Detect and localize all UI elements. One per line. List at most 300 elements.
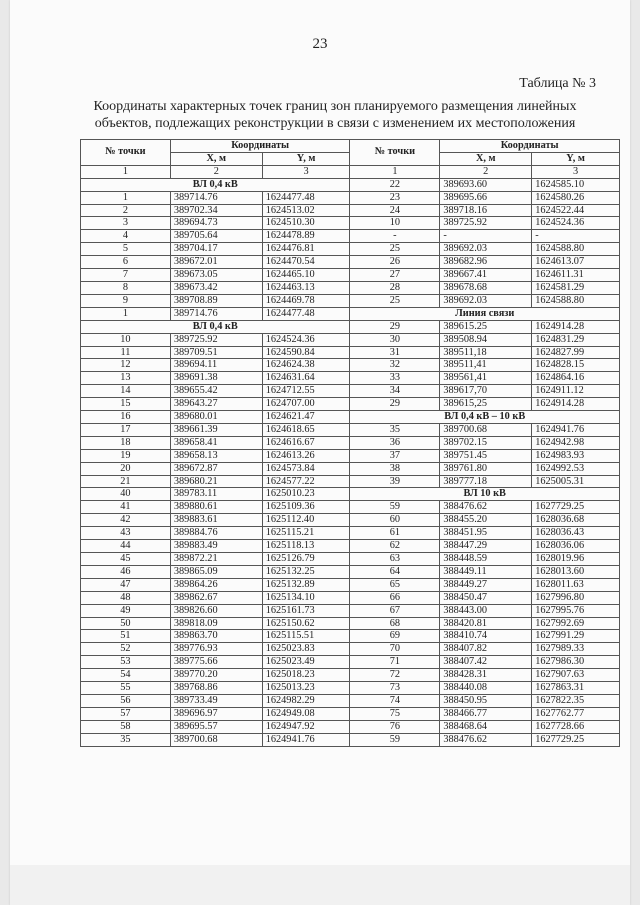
header-point-left: № точки bbox=[81, 140, 171, 166]
header-col-number: 1 bbox=[350, 165, 440, 178]
y-coordinate-cell: 1625150.62 bbox=[262, 617, 350, 630]
x-coordinate-cell: 388476.62 bbox=[440, 501, 532, 514]
x-coordinate-cell: 389826.60 bbox=[170, 604, 262, 617]
point-number-cell: 15 bbox=[81, 398, 171, 411]
table-row bbox=[81, 411, 620, 424]
point-number-cell: 48 bbox=[81, 591, 171, 604]
header-col-number: 2 bbox=[440, 165, 532, 178]
table-row bbox=[81, 604, 620, 617]
x-coordinate-cell: 389768.86 bbox=[170, 682, 262, 695]
x-coordinate-cell: 389511,41 bbox=[440, 359, 532, 372]
x-coordinate-cell: 389694.73 bbox=[170, 217, 262, 230]
x-coordinate-cell: 388468.64 bbox=[440, 720, 532, 733]
table-row bbox=[81, 565, 620, 578]
table-number: Таблица № 3 bbox=[519, 76, 596, 91]
x-coordinate-cell: 389655.42 bbox=[170, 385, 262, 398]
x-coordinate-cell: 389751.45 bbox=[440, 449, 532, 462]
header-y-left: Y, м bbox=[262, 152, 350, 165]
point-number-cell: 19 bbox=[81, 449, 171, 462]
y-coordinate-cell: 1625005.31 bbox=[532, 475, 620, 488]
point-number-cell: 14 bbox=[81, 385, 171, 398]
y-coordinate-cell: 1627991.29 bbox=[532, 630, 620, 643]
point-number-cell: 53 bbox=[81, 656, 171, 669]
y-coordinate-cell: 1627729.25 bbox=[532, 733, 620, 746]
table-row bbox=[81, 656, 620, 669]
y-coordinate-cell: 1625161.73 bbox=[262, 604, 350, 617]
x-coordinate-cell: 389862.67 bbox=[170, 591, 262, 604]
x-coordinate-cell: 388428.31 bbox=[440, 669, 532, 682]
point-number-cell: 25 bbox=[350, 243, 440, 256]
table-row bbox=[81, 307, 620, 320]
header-coordinates-left: Координаты bbox=[170, 140, 350, 153]
x-coordinate-cell: 389643.27 bbox=[170, 398, 262, 411]
point-number-cell: 55 bbox=[81, 682, 171, 695]
x-coordinate-cell: 389693.60 bbox=[440, 178, 532, 191]
y-coordinate-cell: 1625115.51 bbox=[262, 630, 350, 643]
point-number-cell: 50 bbox=[81, 617, 171, 630]
point-number-cell: 68 bbox=[350, 617, 440, 630]
x-coordinate-cell: 389694.11 bbox=[170, 359, 262, 372]
y-coordinate-cell: 1624983.93 bbox=[532, 449, 620, 462]
x-coordinate-cell: 389680.01 bbox=[170, 411, 262, 424]
x-coordinate-cell: 388455.20 bbox=[440, 514, 532, 527]
point-number-cell: 67 bbox=[350, 604, 440, 617]
header-point-right: № точки bbox=[350, 140, 440, 166]
y-coordinate-cell: 1625013.23 bbox=[262, 682, 350, 695]
page-bottom-margin bbox=[10, 865, 630, 905]
x-coordinate-cell: 388407.42 bbox=[440, 656, 532, 669]
table-row bbox=[81, 359, 620, 372]
table-row bbox=[81, 436, 620, 449]
x-coordinate-cell: 389680.21 bbox=[170, 475, 262, 488]
x-coordinate-cell: 389682.96 bbox=[440, 256, 532, 269]
x-coordinate-cell: - bbox=[440, 230, 532, 243]
point-number-cell: 34 bbox=[350, 385, 440, 398]
table-row bbox=[81, 630, 620, 643]
point-number-cell: 30 bbox=[350, 333, 440, 346]
point-number-cell: 4 bbox=[81, 230, 171, 243]
point-number-cell: 45 bbox=[81, 553, 171, 566]
point-number-cell: 2 bbox=[81, 204, 171, 217]
header-col-number: 3 bbox=[262, 165, 350, 178]
point-number-cell: 8 bbox=[81, 281, 171, 294]
y-coordinate-cell: 1624914.28 bbox=[532, 398, 620, 411]
section-heading: ВЛ 10 кВ bbox=[350, 488, 620, 501]
x-coordinate-cell: 389658.13 bbox=[170, 449, 262, 462]
x-coordinate-cell: 389883.61 bbox=[170, 514, 262, 527]
table-row bbox=[81, 230, 620, 243]
y-coordinate-cell: 1624941.76 bbox=[262, 733, 350, 746]
y-coordinate-cell: 1625023.83 bbox=[262, 643, 350, 656]
y-coordinate-cell: 1624707.00 bbox=[262, 398, 350, 411]
y-coordinate-cell: 1625018.23 bbox=[262, 669, 350, 682]
y-coordinate-cell: 1627996.80 bbox=[532, 591, 620, 604]
table-row bbox=[81, 540, 620, 553]
y-coordinate-cell: 1624463.13 bbox=[262, 281, 350, 294]
x-coordinate-cell: 389714.76 bbox=[170, 307, 262, 320]
x-coordinate-cell: 389692.03 bbox=[440, 294, 532, 307]
y-coordinate-cell: 1628036.06 bbox=[532, 540, 620, 553]
point-number-cell: 23 bbox=[350, 191, 440, 204]
table-row bbox=[81, 591, 620, 604]
point-number-cell: 36 bbox=[350, 436, 440, 449]
y-coordinate-cell: 1624590.84 bbox=[262, 346, 350, 359]
x-coordinate-cell: 389667.41 bbox=[440, 269, 532, 282]
x-coordinate-cell: 389863.70 bbox=[170, 630, 262, 643]
point-number-cell: 61 bbox=[350, 527, 440, 540]
y-coordinate-cell: 1624616.67 bbox=[262, 436, 350, 449]
y-coordinate-cell: 1627822.35 bbox=[532, 694, 620, 707]
y-coordinate-cell: 1624585.10 bbox=[532, 178, 620, 191]
x-coordinate-cell: 389695.66 bbox=[440, 191, 532, 204]
point-number-cell: 65 bbox=[350, 578, 440, 591]
x-coordinate-cell: 389691.38 bbox=[170, 372, 262, 385]
point-number-cell: 29 bbox=[350, 320, 440, 333]
point-number-cell: 3 bbox=[81, 217, 171, 230]
header-col-number: 3 bbox=[532, 165, 620, 178]
point-number-cell: 21 bbox=[81, 475, 171, 488]
x-coordinate-cell: 388440.08 bbox=[440, 682, 532, 695]
point-number-cell: 13 bbox=[81, 372, 171, 385]
point-number-cell: 73 bbox=[350, 682, 440, 695]
y-coordinate-cell: 1627992.69 bbox=[532, 617, 620, 630]
y-coordinate-cell: 1624510.30 bbox=[262, 217, 350, 230]
point-number-cell: 43 bbox=[81, 527, 171, 540]
x-coordinate-cell: 389700.68 bbox=[440, 423, 532, 436]
x-coordinate-cell: 389617,70 bbox=[440, 385, 532, 398]
x-coordinate-cell: 389702.15 bbox=[440, 436, 532, 449]
y-coordinate-cell: 1624631.64 bbox=[262, 372, 350, 385]
y-coordinate-cell: 1624911.12 bbox=[532, 385, 620, 398]
x-coordinate-cell: 388420.81 bbox=[440, 617, 532, 630]
y-coordinate-cell: 1627907.63 bbox=[532, 669, 620, 682]
point-number-cell: - bbox=[350, 230, 440, 243]
table-row bbox=[81, 333, 620, 346]
y-coordinate-cell: 1625118.13 bbox=[262, 540, 350, 553]
point-number-cell: 6 bbox=[81, 256, 171, 269]
point-number-cell: 10 bbox=[350, 217, 440, 230]
y-coordinate-cell: 1627995.76 bbox=[532, 604, 620, 617]
y-coordinate-cell: 1628013.60 bbox=[532, 565, 620, 578]
y-coordinate-cell: 1624947.92 bbox=[262, 720, 350, 733]
y-coordinate-cell: 1625023.49 bbox=[262, 656, 350, 669]
table-row bbox=[81, 527, 620, 540]
x-coordinate-cell: 389672.01 bbox=[170, 256, 262, 269]
point-number-cell: 44 bbox=[81, 540, 171, 553]
y-coordinate-cell: 1628011.63 bbox=[532, 578, 620, 591]
x-coordinate-cell: 389865.09 bbox=[170, 565, 262, 578]
y-coordinate-cell: 1624470.54 bbox=[262, 256, 350, 269]
x-coordinate-cell: 389864.26 bbox=[170, 578, 262, 591]
point-number-cell: 12 bbox=[81, 359, 171, 372]
point-number-cell: 58 bbox=[81, 720, 171, 733]
point-number-cell: 76 bbox=[350, 720, 440, 733]
y-coordinate-cell: 1624712.55 bbox=[262, 385, 350, 398]
x-coordinate-cell: 389775.66 bbox=[170, 656, 262, 669]
point-number-cell: 1 bbox=[81, 307, 171, 320]
table-row bbox=[81, 462, 620, 475]
table-row bbox=[81, 398, 620, 411]
y-coordinate-cell: 1624477.48 bbox=[262, 307, 350, 320]
point-number-cell: 5 bbox=[81, 243, 171, 256]
table-row bbox=[81, 191, 620, 204]
point-number-cell: 75 bbox=[350, 707, 440, 720]
y-coordinate-cell: 1624864.16 bbox=[532, 372, 620, 385]
y-coordinate-cell: 1627986.30 bbox=[532, 656, 620, 669]
x-coordinate-cell: 389508.94 bbox=[440, 333, 532, 346]
point-number-cell: 35 bbox=[81, 733, 171, 746]
table-row bbox=[81, 320, 620, 333]
table-row bbox=[81, 294, 620, 307]
y-coordinate-cell: 1624513.02 bbox=[262, 204, 350, 217]
point-number-cell: 52 bbox=[81, 643, 171, 656]
x-coordinate-cell: 389511,18 bbox=[440, 346, 532, 359]
x-coordinate-cell: 389673.42 bbox=[170, 281, 262, 294]
y-coordinate-cell: 1624613.26 bbox=[262, 449, 350, 462]
header-row-1 bbox=[81, 140, 620, 153]
coordinates-table bbox=[80, 139, 620, 747]
y-coordinate-cell: 1624624.38 bbox=[262, 359, 350, 372]
x-coordinate-cell: 388407.82 bbox=[440, 643, 532, 656]
y-coordinate-cell: 1624465.10 bbox=[262, 269, 350, 282]
y-coordinate-cell: 1624477.48 bbox=[262, 191, 350, 204]
x-coordinate-cell: 388443.00 bbox=[440, 604, 532, 617]
y-coordinate-cell: 1624522.44 bbox=[532, 204, 620, 217]
y-coordinate-cell: 1624573.84 bbox=[262, 462, 350, 475]
point-number-cell: 35 bbox=[350, 423, 440, 436]
header-row-numbers bbox=[81, 165, 620, 178]
x-coordinate-cell: 389661.39 bbox=[170, 423, 262, 436]
table-row bbox=[81, 423, 620, 436]
y-coordinate-cell: 1625010.23 bbox=[262, 488, 350, 501]
header-col-number: 1 bbox=[81, 165, 171, 178]
x-coordinate-cell: 389783.11 bbox=[170, 488, 262, 501]
x-coordinate-cell: 389673.05 bbox=[170, 269, 262, 282]
point-number-cell: 46 bbox=[81, 565, 171, 578]
point-number-cell: 59 bbox=[350, 733, 440, 746]
table-row bbox=[81, 475, 620, 488]
x-coordinate-cell: 389658.41 bbox=[170, 436, 262, 449]
y-coordinate-cell: 1624478.89 bbox=[262, 230, 350, 243]
point-number-cell: 29 bbox=[350, 398, 440, 411]
header-col-number: 2 bbox=[170, 165, 262, 178]
x-coordinate-cell: 389880.61 bbox=[170, 501, 262, 514]
point-number-cell: 16 bbox=[81, 411, 171, 424]
table-row bbox=[81, 733, 620, 746]
point-number-cell: 37 bbox=[350, 449, 440, 462]
table-row bbox=[81, 281, 620, 294]
table-row bbox=[81, 643, 620, 656]
x-coordinate-cell: 389714.76 bbox=[170, 191, 262, 204]
point-number-cell: 66 bbox=[350, 591, 440, 604]
table-row bbox=[81, 682, 620, 695]
y-coordinate-cell: 1624949.08 bbox=[262, 707, 350, 720]
point-number-cell: 26 bbox=[350, 256, 440, 269]
point-number-cell: 18 bbox=[81, 436, 171, 449]
y-coordinate-cell: 1624942.98 bbox=[532, 436, 620, 449]
table-row bbox=[81, 346, 620, 359]
x-coordinate-cell: 389733.49 bbox=[170, 694, 262, 707]
table-row bbox=[81, 720, 620, 733]
y-coordinate-cell: 1624581.29 bbox=[532, 281, 620, 294]
header-coordinates-right: Координаты bbox=[440, 140, 620, 153]
table-row bbox=[81, 385, 620, 398]
x-coordinate-cell: 389725.92 bbox=[170, 333, 262, 346]
y-coordinate-cell: 1627728.66 bbox=[532, 720, 620, 733]
table-row bbox=[81, 204, 620, 217]
y-coordinate-cell: 1624476.81 bbox=[262, 243, 350, 256]
point-number-cell: 40 bbox=[81, 488, 171, 501]
point-number-cell: 70 bbox=[350, 643, 440, 656]
x-coordinate-cell: 389725.92 bbox=[440, 217, 532, 230]
x-coordinate-cell: 389761.80 bbox=[440, 462, 532, 475]
y-coordinate-cell: 1624469.78 bbox=[262, 294, 350, 307]
x-coordinate-cell: 389700.68 bbox=[170, 733, 262, 746]
y-coordinate-cell: 1624827.99 bbox=[532, 346, 620, 359]
table-row bbox=[81, 269, 620, 282]
x-coordinate-cell: 389708.89 bbox=[170, 294, 262, 307]
y-coordinate-cell: 1627989.33 bbox=[532, 643, 620, 656]
y-coordinate-cell: 1624621.47 bbox=[262, 411, 350, 424]
y-coordinate-cell: 1628036.68 bbox=[532, 514, 620, 527]
point-number-cell: 31 bbox=[350, 346, 440, 359]
x-coordinate-cell: 389702.34 bbox=[170, 204, 262, 217]
y-coordinate-cell: 1625109.36 bbox=[262, 501, 350, 514]
y-coordinate-cell: 1624611.31 bbox=[532, 269, 620, 282]
point-number-cell: 27 bbox=[350, 269, 440, 282]
table-row bbox=[81, 217, 620, 230]
table-row bbox=[81, 694, 620, 707]
x-coordinate-cell: 389696.97 bbox=[170, 707, 262, 720]
y-coordinate-cell: 1624828.15 bbox=[532, 359, 620, 372]
x-coordinate-cell: 389709.51 bbox=[170, 346, 262, 359]
document-page bbox=[10, 0, 630, 905]
point-number-cell: 10 bbox=[81, 333, 171, 346]
x-coordinate-cell: 389615.25 bbox=[440, 320, 532, 333]
x-coordinate-cell: 389672.87 bbox=[170, 462, 262, 475]
page-number: 23 bbox=[312, 36, 328, 52]
header-x-left: X, м bbox=[170, 152, 262, 165]
table-row bbox=[81, 256, 620, 269]
point-number-cell: 38 bbox=[350, 462, 440, 475]
table-row bbox=[81, 514, 620, 527]
y-coordinate-cell: - bbox=[532, 230, 620, 243]
point-number-cell: 74 bbox=[350, 694, 440, 707]
x-coordinate-cell: 388450.95 bbox=[440, 694, 532, 707]
x-coordinate-cell: 389776.93 bbox=[170, 643, 262, 656]
point-number-cell: 49 bbox=[81, 604, 171, 617]
table-row bbox=[81, 372, 620, 385]
point-number-cell: 1 bbox=[81, 191, 171, 204]
x-coordinate-cell: 388449.27 bbox=[440, 578, 532, 591]
point-number-cell: 72 bbox=[350, 669, 440, 682]
x-coordinate-cell: 389561,41 bbox=[440, 372, 532, 385]
y-coordinate-cell: 1625132.89 bbox=[262, 578, 350, 591]
point-number-cell: 32 bbox=[350, 359, 440, 372]
table-row bbox=[81, 669, 620, 682]
x-coordinate-cell: 388450.47 bbox=[440, 591, 532, 604]
x-coordinate-cell: 389770.20 bbox=[170, 669, 262, 682]
table-title: Координаты характерных точек границ зон планируемого размещения линейных объектов, подлежащих реконструкции в связи с изменением их местоположения bbox=[93, 99, 577, 131]
point-number-cell: 57 bbox=[81, 707, 171, 720]
y-coordinate-cell: 1624588.80 bbox=[532, 294, 620, 307]
point-number-cell: 20 bbox=[81, 462, 171, 475]
x-coordinate-cell: 389704.17 bbox=[170, 243, 262, 256]
header-x-right: X, м bbox=[440, 152, 532, 165]
y-coordinate-cell: 1628019.96 bbox=[532, 553, 620, 566]
point-number-cell: 42 bbox=[81, 514, 171, 527]
y-coordinate-cell: 1627762.77 bbox=[532, 707, 620, 720]
point-number-cell: 60 bbox=[350, 514, 440, 527]
y-coordinate-cell: 1627729.25 bbox=[532, 501, 620, 514]
y-coordinate-cell: 1624941.76 bbox=[532, 423, 620, 436]
x-coordinate-cell: 389777.18 bbox=[440, 475, 532, 488]
x-coordinate-cell: 388448.59 bbox=[440, 553, 532, 566]
x-coordinate-cell: 388466.77 bbox=[440, 707, 532, 720]
x-coordinate-cell: 389705.64 bbox=[170, 230, 262, 243]
y-coordinate-cell: 1624577.22 bbox=[262, 475, 350, 488]
x-coordinate-cell: 389695.57 bbox=[170, 720, 262, 733]
point-number-cell: 22 bbox=[350, 178, 440, 191]
table-row bbox=[81, 243, 620, 256]
table-row bbox=[81, 178, 620, 191]
y-coordinate-cell: 1625132.25 bbox=[262, 565, 350, 578]
section-heading: ВЛ 0,4 кВ bbox=[81, 178, 350, 191]
section-heading: ВЛ 0,4 кВ bbox=[81, 320, 350, 333]
x-coordinate-cell: 389818.09 bbox=[170, 617, 262, 630]
point-number-cell: 63 bbox=[350, 553, 440, 566]
point-number-cell: 59 bbox=[350, 501, 440, 514]
point-number-cell: 54 bbox=[81, 669, 171, 682]
table-row bbox=[81, 553, 620, 566]
y-coordinate-cell: 1627863.31 bbox=[532, 682, 620, 695]
y-coordinate-cell: 1624618.65 bbox=[262, 423, 350, 436]
table-row bbox=[81, 449, 620, 462]
x-coordinate-cell: 388410.74 bbox=[440, 630, 532, 643]
y-coordinate-cell: 1624580.26 bbox=[532, 191, 620, 204]
point-number-cell: 39 bbox=[350, 475, 440, 488]
x-coordinate-cell: 388449.11 bbox=[440, 565, 532, 578]
point-number-cell: 25 bbox=[350, 294, 440, 307]
y-coordinate-cell: 1624992.53 bbox=[532, 462, 620, 475]
y-coordinate-cell: 1625115.21 bbox=[262, 527, 350, 540]
x-coordinate-cell: 389615,25 bbox=[440, 398, 532, 411]
y-coordinate-cell: 1624524.36 bbox=[532, 217, 620, 230]
point-number-cell: 24 bbox=[350, 204, 440, 217]
y-coordinate-cell: 1625134.10 bbox=[262, 591, 350, 604]
point-number-cell: 17 bbox=[81, 423, 171, 436]
x-coordinate-cell: 388447.29 bbox=[440, 540, 532, 553]
point-number-cell: 9 bbox=[81, 294, 171, 307]
table-body bbox=[81, 178, 620, 746]
y-coordinate-cell: 1624613.07 bbox=[532, 256, 620, 269]
y-coordinate-cell: 1624914.28 bbox=[532, 320, 620, 333]
point-number-cell: 51 bbox=[81, 630, 171, 643]
point-number-cell: 56 bbox=[81, 694, 171, 707]
table-row bbox=[81, 617, 620, 630]
y-coordinate-cell: 1624588.80 bbox=[532, 243, 620, 256]
point-number-cell: 62 bbox=[350, 540, 440, 553]
x-coordinate-cell: 389872.21 bbox=[170, 553, 262, 566]
x-coordinate-cell: 389718.16 bbox=[440, 204, 532, 217]
point-number-cell: 11 bbox=[81, 346, 171, 359]
table-row bbox=[81, 578, 620, 591]
table-row bbox=[81, 488, 620, 501]
section-heading: ВЛ 0,4 кВ – 10 кВ bbox=[350, 411, 620, 424]
x-coordinate-cell: 388476.62 bbox=[440, 733, 532, 746]
y-coordinate-cell: 1624982.29 bbox=[262, 694, 350, 707]
y-coordinate-cell: 1625112.40 bbox=[262, 514, 350, 527]
